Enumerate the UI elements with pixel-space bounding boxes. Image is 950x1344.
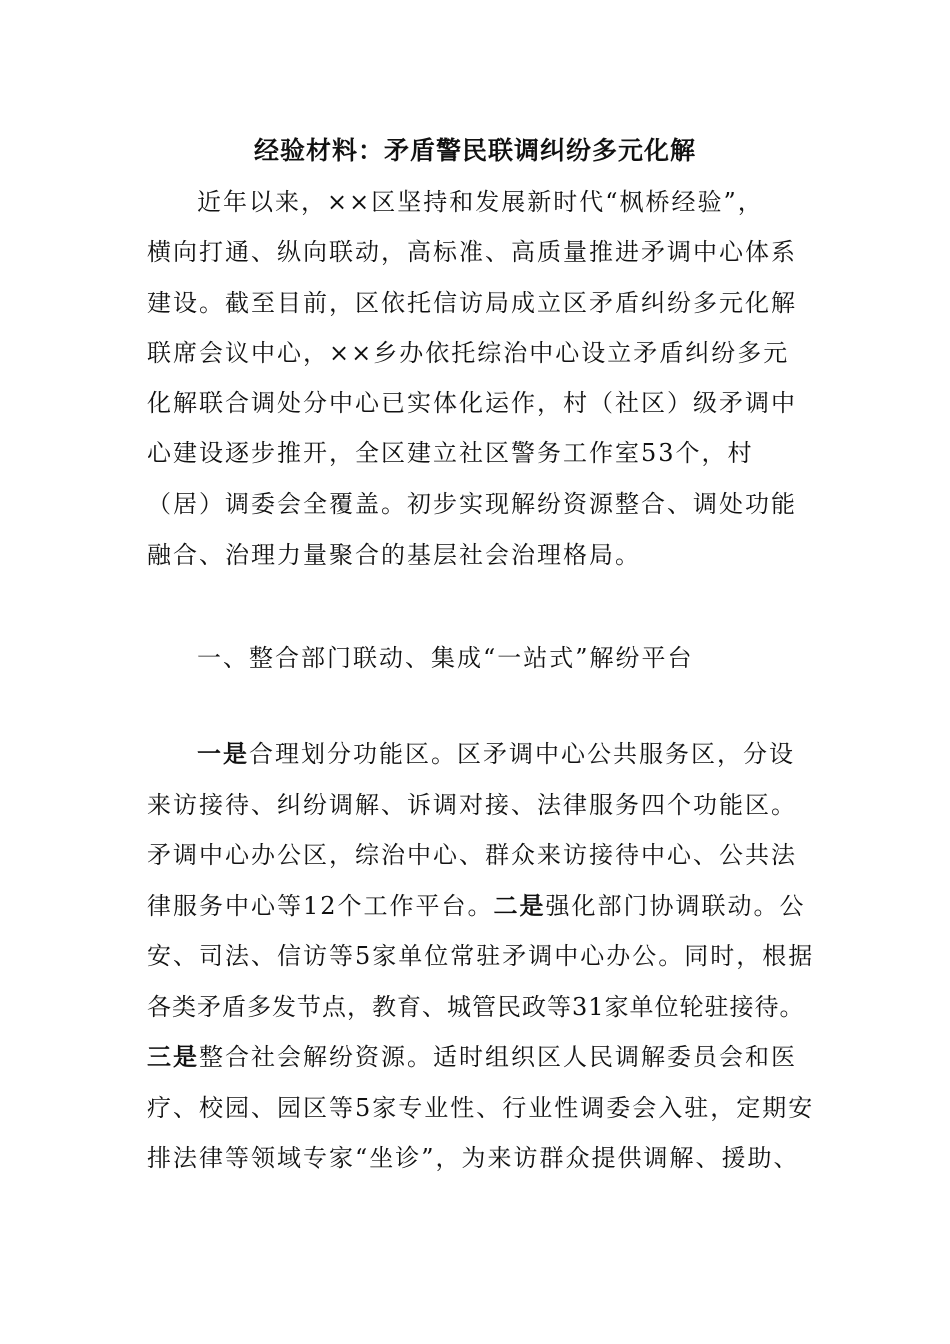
section1-line-4 — [147, 886, 806, 926]
section1-line-5: 安、司法、信访等5家单位常驻矛调中心办公。同时，根据 — [147, 942, 815, 970]
section1-line-1 — [197, 734, 795, 774]
intro-line-5: 化解联合调处分中心已实体化运作，村（社区）级矛调中 — [147, 389, 797, 417]
intro-line-7: （居）调委会全覆盖。初步实现解纷资源整合、调处功能 — [147, 490, 797, 518]
point-three-text: 整合社会解纷资源。适时组织区人民调解委员会和医 — [199, 1043, 797, 1071]
section1-line-2: 来访接待、纠纷调解、诉调对接、法律服务四个功能区。 — [147, 791, 797, 819]
intro-line-6: 心建设逐步推开，全区建立社区警务工作室53个，村 — [147, 439, 754, 467]
point-one-marker: 一是 — [197, 739, 249, 768]
document-title: 经验材料：矛盾警民联调纠纷多元化解 — [253, 136, 696, 165]
section1-line-7 — [147, 1037, 797, 1077]
point-one-text: 合理划分功能区。区矛调中心公共服务区，分设 — [249, 740, 795, 768]
section1-line-6: 各类矛盾多发节点，教育、城管民政等31家单位轮驻接待。 — [147, 993, 805, 1021]
intro-line-2: 横向打通、纵向联动，高标准、高质量推进矛调中心体系 — [147, 238, 797, 266]
point-two-marker: 二是 — [493, 891, 546, 920]
section1-line-3: 矛调中心办公区，综治中心、群众来访接待中心、公共法 — [147, 841, 797, 869]
intro-line-4: 联席会议中心，××乡办依托综治中心设立矛盾纠纷多元 — [147, 339, 790, 367]
point-three-marker: 三是 — [147, 1042, 199, 1071]
section1-line-4-text: 律服务中心等12个工作平台。 — [147, 892, 494, 920]
intro-line-3: 建设。截至目前，区依托信访局成立区矛盾纠纷多元化解 — [147, 289, 797, 317]
section1-line-9: 排法律等领域专家“坐诊”，为来访群众提供调解、援助、 — [147, 1144, 800, 1172]
intro-line-8: 融合、治理力量聚合的基层社会治理格局。 — [147, 541, 641, 569]
intro-line-1: 近年以来，××区坚持和发展新时代“枫桥经验”， — [197, 188, 764, 216]
section-heading-1: 一、整合部门联动、集成“一站式”解纷平台 — [197, 644, 694, 672]
point-two-text: 强化部门协调联动。公 — [545, 892, 806, 920]
section1-line-8: 疗、校园、园区等5家专业性、行业性调委会入驻，定期安 — [147, 1094, 815, 1122]
